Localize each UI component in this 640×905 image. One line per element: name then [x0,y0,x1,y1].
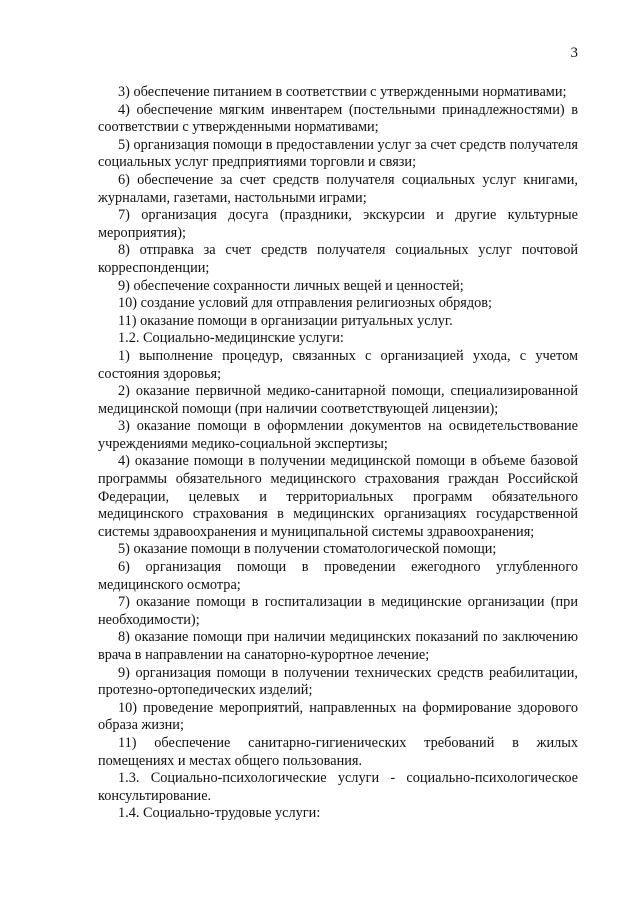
paragraph-medical-3: 3) оказание помощи в оформлении документов на освидетельствование учреждениями медико-социальной экспертизы; [98,418,578,452]
paragraph-service-3: 3) обеспечение питанием в соответствии с утвержденными нормативами; [118,84,567,100]
paragraph-medical-8: 8) оказание помощи при наличии медицинских показаний по заключению врача в направлении на санаторно-курортное лечение; [98,629,578,663]
paragraph-medical-5: 5) оказание помощи в получении стоматологической помощи; [118,541,497,558]
paragraph-service-9: 9) обеспечение сохранности личных вещей и ценностей; [118,277,464,294]
paragraph-service-7: 7) организация досуга (праздники, экскурсии и другие культурные мероприятия); [98,207,578,241]
paragraph-medical-7: 7) оказание помощи в госпитализации в медицинские организации (при необходимости); [98,594,578,628]
paragraph-medical-6: 6) организация помощи в проведении ежегодного углубленного медицинского осмотра; [98,559,578,593]
paragraph-medical-1: 1) выполнение процедур, связанных с организацией ухода, с учетом состояния здоровья; [98,347,578,382]
document-body [98,84,578,823]
paragraph-medical-2: 2) оказание первичной медико-санитарной помощи, специализированной медицинской помощи (при наличии соответствующей лицензии); [98,383,578,417]
paragraph-medical-10: 10) проведение мероприятий, направленных на формирование здорового образа жизни; [98,699,578,734]
paragraph-service-5: 5) организация помощи в предоставлении услуг за счет средств получателя социальных услуг предприятиями торговли и связи; [98,136,578,171]
paragraph-service-8: 8) отправка за счет средств получателя социальных услуг почтовой корреспонденции; [98,242,578,276]
paragraph-medical-9: 9) организация помощи в получении технических средств реабилитации, протезно-ортопедических изделий; [98,664,578,699]
paragraph-service-11: 11) оказание помощи в организации ритуальных услуг. [118,312,453,329]
paragraph-medical-11: 11) обеспечение санитарно-гигиенических требований в жилых помещениях и местах общего пользования. [98,734,578,769]
paragraph-service-4: 4) обеспечение мягким инвентарем (постельными принадлежностями) в соответствии с утвержденными нормативами; [98,101,578,136]
section-heading-1-2: 1.2. Социально-медицинские услуги: [118,330,344,347]
paragraph-service-6: 6) обеспечение за счет средств получателя социальных услуг книгами, журналами, газетами, настольными играми; [98,171,578,206]
section-heading-1-3: 1.3. Социально-психологические услуги - социально-психологическое консультирование. [98,770,578,804]
paragraph-service-10: 10) создание условий для отправления религиозных обрядов; [118,295,493,312]
paragraph-medical-4: 4) оказание помощи в получении медицинской помощи в объеме базовой программы обязательного медицинского страхования граждан Российской Федерации, целевых и территориальных программ обязательного медицинского страхования в медицинских организациях государственной системы здравоохранения и муниципальной системы здравоохранения; [98,453,578,540]
page-number: 3 [570,45,578,61]
section-heading-1-4: 1.4. Социально-трудовые услуги: [118,805,321,822]
